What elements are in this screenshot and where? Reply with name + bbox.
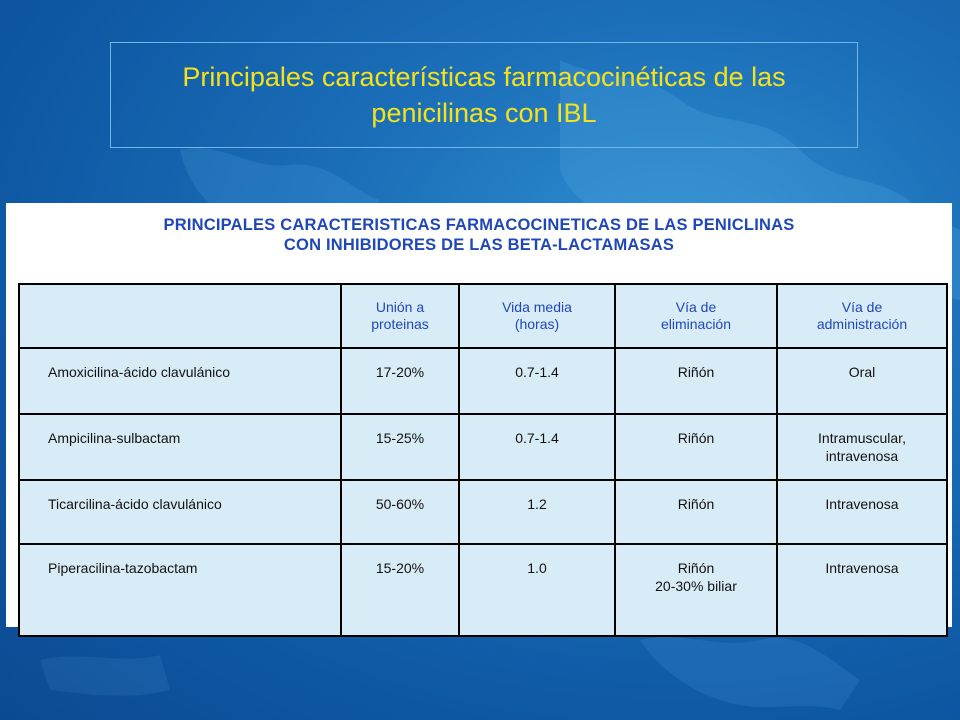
- table-row: [19, 348, 947, 414]
- cell-elimination: [615, 544, 777, 636]
- header-administration: [777, 284, 947, 348]
- cell-elimination: [615, 480, 777, 544]
- cell-elimination: [615, 348, 777, 414]
- cell-protein: 50-60%: [341, 480, 459, 544]
- sheet-heading-line1: PRINCIPALES CARACTERISTICAS FARMACOCINETICAS DE LAS PENICLINAS: [163, 216, 795, 234]
- header-admin-line2: administración: [816, 316, 908, 332]
- cell-elimination-line1: Riñón: [677, 560, 715, 576]
- header-elim-line1: Vía de: [675, 299, 717, 315]
- cell-administration: [777, 414, 947, 480]
- cell-administration-line1: Oral: [848, 364, 876, 380]
- table-row: [19, 480, 947, 544]
- cell-administration: [777, 480, 947, 544]
- cell-halflife: 1.2: [459, 480, 615, 544]
- cell-drug: Ticarcilina-ácido clavulánico: [19, 480, 341, 544]
- cell-elimination-line2: 20-30% biliar: [655, 578, 737, 594]
- cell-elimination-line1: Riñón: [677, 430, 715, 446]
- cell-drug: Amoxicilina-ácido clavulánico: [19, 348, 341, 414]
- cell-halflife: 0.7-1.4: [459, 348, 615, 414]
- header-elim-line2: eliminación: [660, 316, 732, 332]
- header-halflife-line1: Vida media: [502, 299, 572, 315]
- cell-halflife: 0.7-1.4: [459, 414, 615, 480]
- header-protein-binding: [341, 284, 459, 348]
- table-row: [19, 544, 947, 636]
- cell-halflife: 1.0: [459, 544, 615, 636]
- header-elimination: [615, 284, 777, 348]
- cell-administration: [777, 544, 947, 636]
- slide-title-box: [110, 42, 858, 148]
- cell-drug: Ampicilina-sulbactam: [19, 414, 341, 480]
- header-admin-line1: Vía de: [841, 299, 883, 315]
- header-protein-line1: Unión a: [375, 299, 425, 315]
- header-half-life: [459, 284, 615, 348]
- header-halflife-line2: (horas): [514, 316, 560, 332]
- cell-administration-line1: Intravenosa: [825, 560, 899, 576]
- cell-elimination-line1: Riñón: [677, 496, 715, 512]
- cell-protein: 15-20%: [341, 544, 459, 636]
- table-row: [19, 414, 947, 480]
- cell-administration-line1: Intravenosa: [825, 496, 899, 512]
- header-drug: [19, 284, 341, 348]
- cell-administration: [777, 348, 947, 414]
- table-header-row: [19, 284, 947, 348]
- slide-title-line1: Principales características farmacocinéticas de las: [182, 62, 786, 92]
- cell-protein: 15-25%: [341, 414, 459, 480]
- header-protein-line2: proteinas: [371, 316, 429, 332]
- slide-title-line2: penicilinas con IBL: [371, 98, 597, 128]
- slide-title: [134, 59, 834, 131]
- pharmacokinetics-table: [18, 283, 948, 637]
- cell-administration-line2: intravenosa: [825, 448, 899, 464]
- cell-elimination: [615, 414, 777, 480]
- sheet-heading: [6, 215, 952, 255]
- cell-administration-line1: Intramuscular,: [818, 430, 906, 446]
- cell-protein: 17-20%: [341, 348, 459, 414]
- cell-elimination-line1: Riñón: [677, 364, 715, 380]
- cell-drug: Piperacilina-tazobactam: [19, 544, 341, 636]
- sheet-heading-line2: CON INHIBIDORES DE LAS BETA-LACTAMASAS: [283, 236, 675, 254]
- table-image-sheet: [6, 203, 952, 627]
